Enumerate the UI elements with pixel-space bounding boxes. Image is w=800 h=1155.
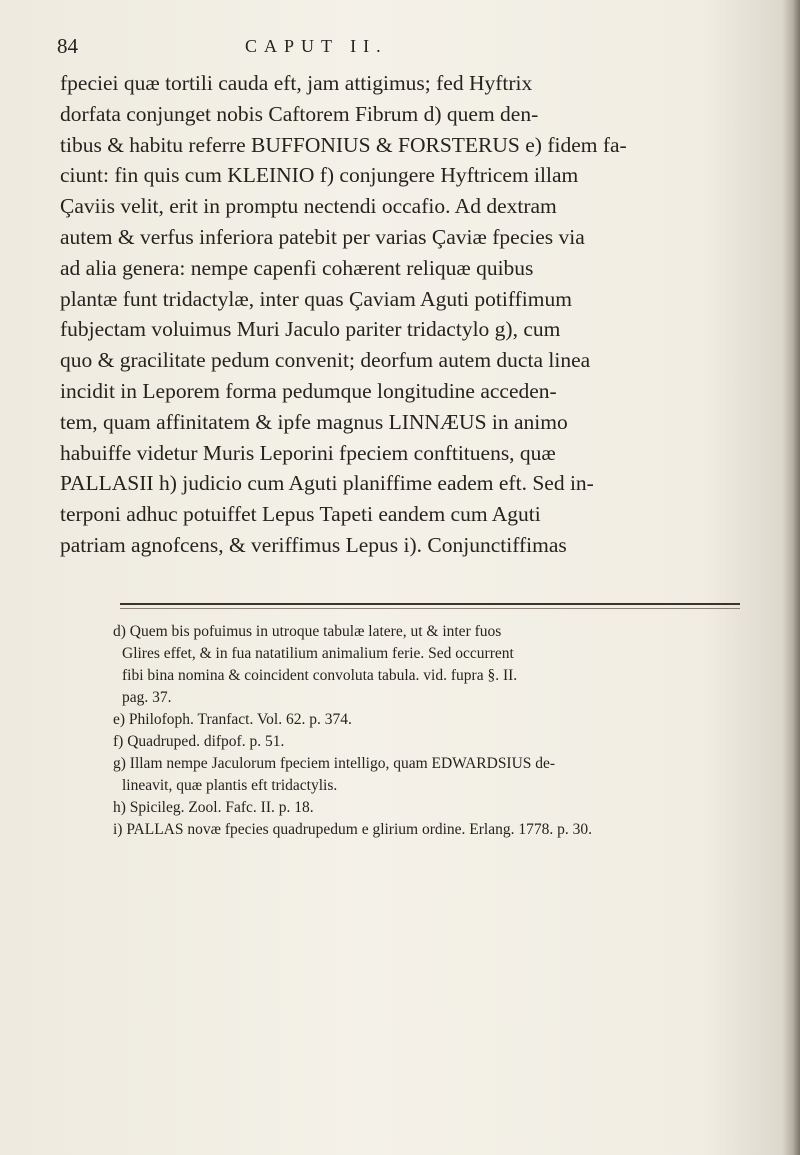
footnote-line: h) Spicileg. Zool. Fafc. II. p. 18. — [113, 799, 314, 816]
text-line: autem & verfus inferiora patebit per varias Çaviæ fpecies via — [60, 224, 585, 249]
page-number: 84 — [57, 34, 78, 58]
footnote-divider — [120, 603, 740, 605]
footnote-line: f) Quadruped. difpof. p. 51. — [113, 733, 285, 750]
footnote-line: i) PALLAS novæ fpecies quadrupedum e glirium ordine. Erlang. 1778. p. 30. — [113, 821, 592, 838]
text-line: tibus & habitu referre BUFFONIUS & FORSTERUS e) fidem fa- — [60, 132, 627, 157]
text-line: habuiffe videtur Muris Leporini fpeciem conftituens, quæ — [60, 440, 556, 465]
footnote-line: fibi bina nomina & coincident convoluta tabula. vid. fupra §. II. — [122, 667, 518, 684]
footnote-line: Glires effet, & in fua natatilium animalium ferie. Sed occurrent — [122, 645, 514, 662]
text-line: ciunt: fin quis cum KLEINIO f) conjungere Hyftricem illam — [60, 163, 579, 188]
text-line: fubjectam voluimus Muri Jaculo pariter tridactylo g), cum — [60, 317, 561, 342]
text-line: terponi adhuc potuiffet Lepus Tapeti eandem cum Aguti — [60, 502, 541, 527]
footnote-divider-thin — [120, 608, 740, 609]
text-line: incidit in Leporem forma pedumque longitudine acceden- — [60, 378, 557, 403]
footnote-line: d) Quem bis pofuimus in utroque tabulæ latere, ut & inter fuos — [113, 623, 502, 640]
text-line: dorfata conjunget nobis Caftorem Fibrum d) quem den- — [60, 101, 539, 126]
text-line: patriam agnofcens, & veriffimus Lepus i). Conjunctiffimas — [60, 532, 567, 557]
footnote-line: lineavit, quæ plantis eft tridactylis. — [122, 777, 338, 794]
text-line: Çaviis velit, erit in promptu nectendi occafio. Ad dextram — [60, 194, 557, 219]
footnote-line: pag. 37. — [122, 689, 172, 706]
footnote-line: e) Philofoph. Tranfact. Vol. 62. p. 374. — [113, 711, 352, 728]
footnote-line: g) Illam nempe Jaculorum fpeciem intelligo, quam EDWARDSIUS de- — [113, 755, 556, 772]
text-line: plantæ funt tridactylæ, inter quas Çaviam Aguti potiffimum — [60, 286, 572, 311]
text-line: tem, quam affinitatem & ipfe magnus LINNÆUS in animo — [60, 409, 568, 434]
text-line: ad alia genera: nempe capenfi cohærent reliquæ quibus — [60, 255, 534, 280]
footnotes — [113, 621, 753, 841]
text-line: quo & gracilitate pedum convenit; deorfum autem ducta linea — [60, 348, 591, 373]
text-line: PALLASII h) judicio cum Aguti planiffime eadem eft. Sed in- — [60, 471, 594, 496]
page-edge-shadow — [782, 0, 800, 1155]
main-text — [60, 68, 740, 561]
text-line: fpeciei quæ tortili cauda eft, jam attigimus; fed Hyftrix — [60, 71, 533, 95]
page-header — [57, 34, 737, 60]
running-head: CAPUT II. — [245, 36, 388, 56]
